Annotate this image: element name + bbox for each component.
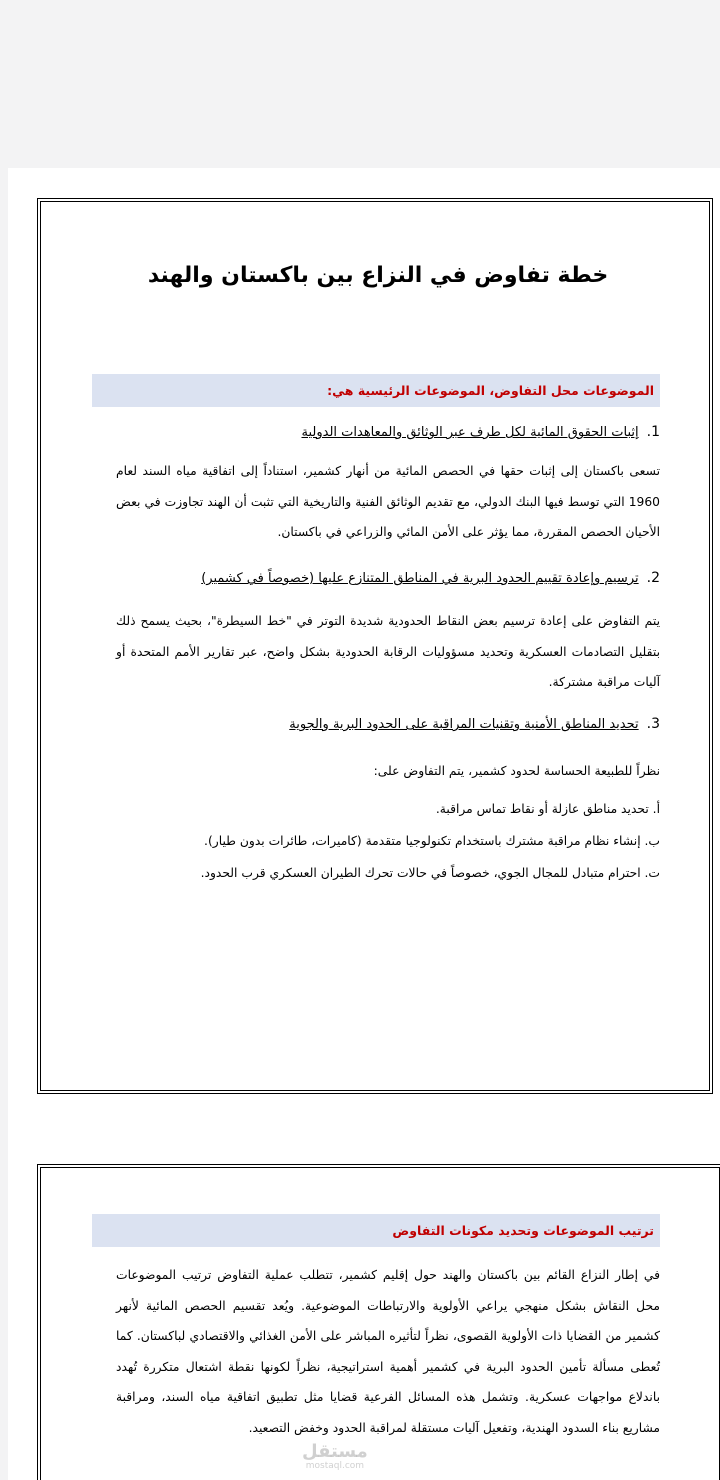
item-number: 2. xyxy=(646,570,660,586)
document-page-2 xyxy=(8,1110,720,1480)
section-header-ordering: ترتيب الموضوعات وتحديد مكونات التفاوض xyxy=(92,1214,660,1247)
ordering-paragraph: في إطار النزاع القائم بين باكستان والهند حول إقليم كشمير، تتطلب عملية التفاوض ترتيب الموضوعات محل النقاش بشكل منهجي يراعي الأولوية والارتباطات الموضوعية. ويُعد تقسيم الحصص المائية لأنهر كشمير من القضايا ذات الأولوية القصوى، نظراً لتأثيره المباشر على الأمن الغذائي والاقتصادي لباكستان. كما تُعطى مسألة تأمين الحدود البرية في كشمير أهمية استراتيجية، نظراً لكونها نقطة اشتعال متكررة تُهدد باندلاع مواجهات عسكرية. وتشمل هذه المسائل الفرعية قضايا مثل تطبيق اتفاقية مياه السند، ومراقبة مشاريع بناء السدود الهندية، وتفعيل آليات مستقلة لمراقبة الحدود وخفض التصعيد. xyxy=(116,1268,660,1435)
item-number: 3. xyxy=(646,716,660,732)
item-heading-1 xyxy=(301,424,660,440)
item-intro-3: نظراً للطبيعة الحساسة لحدود كشمير، يتم التفاوض على: xyxy=(373,764,660,778)
section-header-topics: الموضوعات محل التفاوض، الموضوعات الرئيسية هي: xyxy=(92,374,660,407)
sub-item-b: ب. إنشاء نظام مراقبة مشترك باستخدام تكنولوجيا متقدمة (كاميرات، طائرات بدون طيار). xyxy=(204,834,660,848)
item-paragraph-1: تسعى باكستان إلى إثبات حقها في الحصص المائية من أنهار كشمير، استناداً إلى اتفاقية مياه السند لعام 1960 التي توسط فيها البنك الدولي، مع تقديم الوثائق الفنية والتاريخية التي تثبت أن الهند تجاوزت في بعض الأحيان الحصص المقررة، مما يؤثر على الأمن المائي والزراعي في باكستان. xyxy=(116,464,660,539)
document-title: خطة تفاوض في النزاع بين باكستان والهند xyxy=(147,263,609,288)
item-heading-text: تحديد المناطق الأمنية وتقنيات المراقبة على الحدود البرية والجوية xyxy=(289,717,639,732)
item-paragraph-2: يتم التفاوض على إعادة ترسيم بعض النقاط الحدودية شديدة التوتر في "خط السيطرة"، بحيث يسمح ذلك بتقليل التصادمات العسكرية وتحديد مسؤوليات الرقابة الحدودية بشكل واضح، عبر تقارير الأمم المتحدة أو آليات مراقبة مشتركة. xyxy=(116,614,660,689)
item-heading-2 xyxy=(201,570,660,586)
item-heading-text: إثبات الحقوق المائية لكل طرف عبر الوثائق والمعاهدات الدولية xyxy=(301,425,639,440)
item-heading-text: ترسيم وإعادة تقييم الحدود البرية في المناطق المتنازع عليها (خصوصاً في كشمير) xyxy=(201,571,639,586)
sub-item-c: ت. احترام متبادل للمجال الجوي، خصوصاً في حالات تحرك الطيران العسكري قرب الحدود. xyxy=(200,866,660,880)
document-page-1 xyxy=(8,168,720,1122)
watermark-logo: مستقل mostaql.com xyxy=(302,1441,368,1471)
item-number: 1. xyxy=(646,424,660,440)
item-heading-3 xyxy=(289,716,660,732)
sub-item-a: أ. تحديد مناطق عازلة أو نقاط تماس مراقبة. xyxy=(435,802,660,816)
